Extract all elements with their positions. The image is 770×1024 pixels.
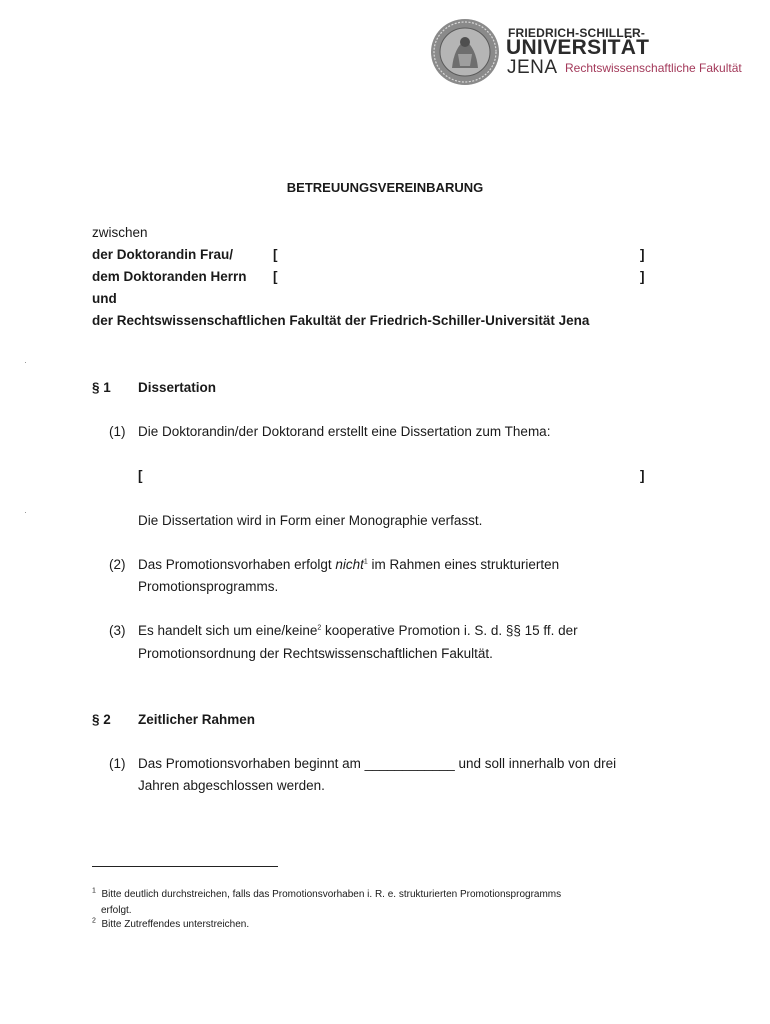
margin-mark [25,512,26,513]
section1-item1-number: (1) [109,424,126,439]
candidate-female-label: der Doktorandin Frau/ [92,247,234,262]
margin-mark [25,362,26,363]
section1-item2-line2: Promotionsprogramms. [138,579,279,594]
section2-item1-text: Das Promotionsvorhaben beginnt am ____________ und soll innerhalb von drei [138,756,617,771]
section2-item1-number: (1) [109,756,126,771]
section1-item3-line2: Promotionsordnung der Rechtswissenschaftlichen Fakultät. [138,646,493,661]
section2-item1-line2: Jahren abgeschlossen werden. [138,778,325,793]
university-seal-icon [430,18,500,86]
candidate-male-label: dem Doktoranden Herrn [92,269,247,284]
start-date-blank: ____________ [364,756,455,771]
topic-bracket-close: ] [640,468,645,483]
footnote-ref-2: 2 [317,624,322,632]
footnote-separator [92,866,278,867]
and-text: und [92,291,117,306]
footnote-ref-1: 1 [363,558,368,566]
section1-number: § 1 [92,380,111,395]
section1-item3-text: Es handelt sich um eine/keine$^2$ kooperative Promotion i. S. d. §§ 15 ff. der [138,623,578,638]
university-name-line1: FRIEDRICH-SCHILLER- [508,26,646,40]
candidate-female-bracket-close: ] [640,247,645,262]
footnote-2: $^2$ Bitte Zutreffendes unterstreichen. [92,917,250,930]
footnote-1-line2: erfolgt. [101,905,132,916]
faculty-name: Rechtswissenschaftliche Fakultät [565,61,742,75]
section2-number: § 2 [92,712,111,727]
candidate-female-bracket-open: [ [273,247,278,262]
candidate-male-bracket-close: ] [640,269,645,284]
section1-heading: Dissertation [138,380,217,395]
document-title: BETREUUNGSVEREINBARUNG [286,180,484,195]
faculty-party: der Rechtswissenschaftlichen Fakultät der Friedrich-Schiller-Universität Jena [92,313,590,328]
footnote-1: $^1$ Bitte deutlich durchstreichen, falls das Promotionsvorhaben i. R. e. strukturierten Promotionsprogramms [92,887,562,900]
section1-item2-text: Das Promotionsvorhaben erfolgt nicht$^1$ im Rahmen eines strukturierten [138,557,560,572]
topic-bracket-open: [ [138,468,143,483]
university-name-line2: UNIVERSITÄT [506,36,650,59]
candidate-male-bracket-open: [ [273,269,278,284]
dissertation-form-note: Die Dissertation wird in Form einer Monographie verfasst. [138,513,483,528]
section2-heading: Zeitlicher Rahmen [138,712,256,727]
section1-item3-number: (3) [109,623,126,638]
between-text: zwischen [92,225,148,240]
section1-item1-text: Die Doktorandin/der Doktorand erstellt eine Dissertation zum Thema: [138,424,551,439]
university-name-line3: JENA [507,57,558,78]
section1-item2-number: (2) [109,557,126,572]
